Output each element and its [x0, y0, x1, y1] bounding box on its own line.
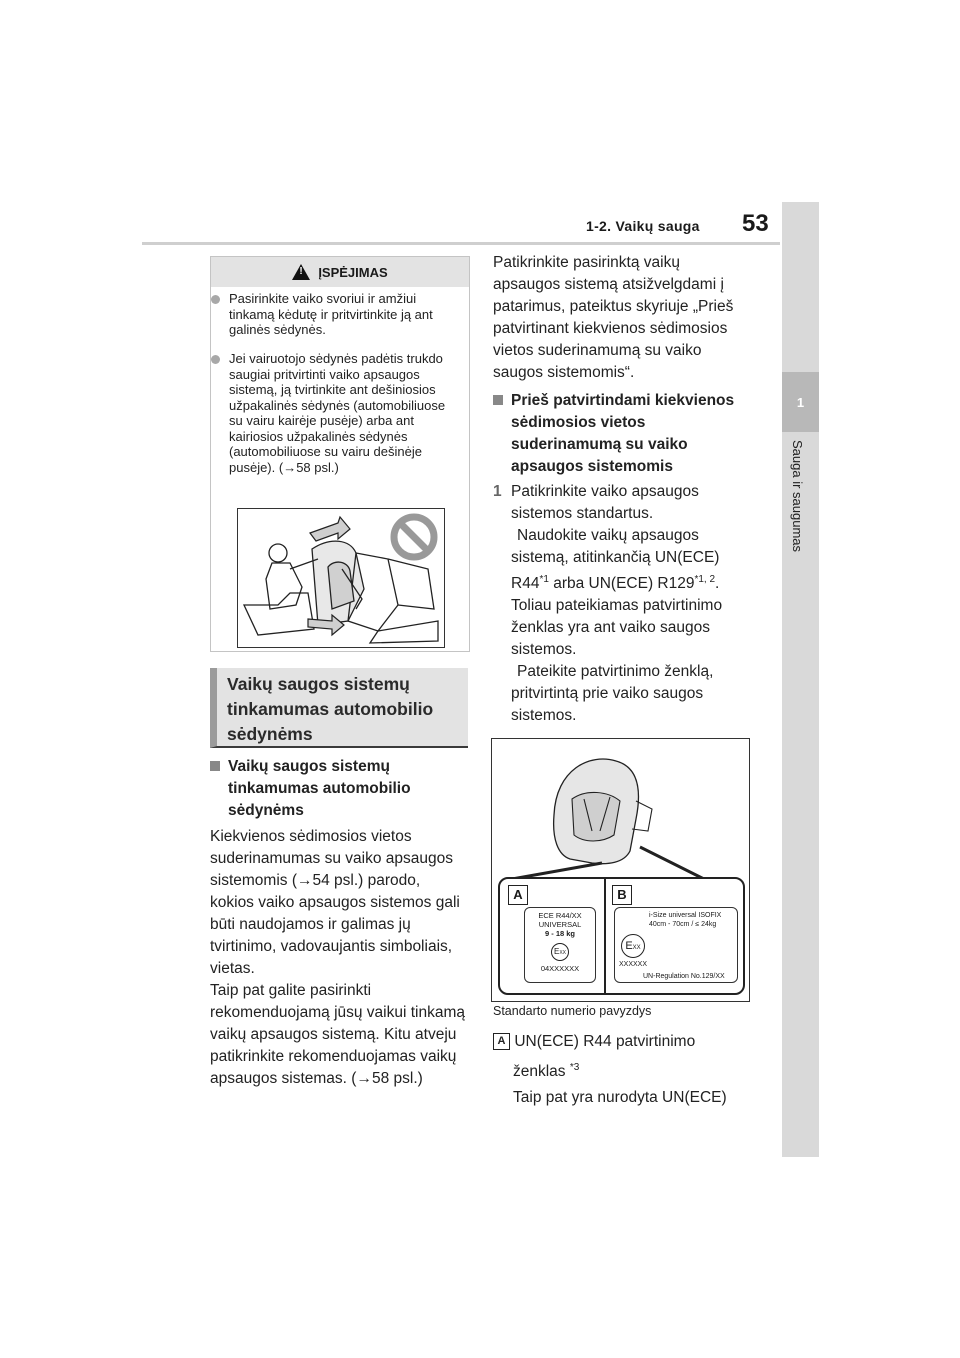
- item-a: A UN(ECE) R44 patvirtinimo ženklas $^{*3}$ Taip pat yra nurodyta UN(ECE): [493, 1031, 751, 1109]
- e-mark-icon: EXX: [551, 943, 569, 961]
- bullet-icon: [211, 295, 220, 304]
- chapter-tab: [782, 202, 819, 1157]
- step-1: [493, 481, 751, 727]
- warning-box: [210, 256, 470, 652]
- warning-header: [211, 257, 469, 287]
- label-a-marker: A: [508, 885, 528, 905]
- chapter-number: 1: [782, 372, 819, 432]
- section-title: 1-2. Vaikų sauga: [586, 218, 700, 234]
- chapter-label: Sauga ir saugumas: [790, 440, 805, 553]
- label-panel: [498, 877, 745, 995]
- square-bullet-icon: [493, 395, 503, 405]
- section-heading: Vaikų saugos sistemų tinkamumas automobilio sėdynėms: [210, 668, 468, 748]
- step-text-standards: R44$^{*1}$ arba UN(ECE) R129$^{*1, 2}$.: [511, 574, 720, 593]
- step-title: Patikrinkite vaiko apsaugos sistemos standartus.: [511, 483, 699, 522]
- paragraph: Taip pat galite pasirinkti rekomenduojamą jūsų vaikui tinkamą vaikų apsaugos sistemą. Kitu atveju patikrinkite rekomenduojamas vaikų apsaugos sistemas. (→58 psl.): [210, 982, 466, 1087]
- header-rule: [142, 242, 780, 245]
- r44-label: ECE R44/XX UNIVERSAL 9 - 18 kg EXX 04XXXXXX: [524, 907, 596, 983]
- warning-icon: [292, 264, 310, 280]
- paragraph: Patikrinkite pasirinktą vaikų apsaugos sistemą atsižvelgdami į patarimus, pateiktus skyriuje „Prieš patvirtinant kiekvienos sėdimosios vietos suderinamumą su vaiko saugos sistemomis“.: [493, 254, 734, 381]
- item-a-marker: A: [493, 1033, 510, 1050]
- square-bullet-icon: [210, 761, 220, 771]
- e-mark-icon: EXX: [621, 934, 645, 958]
- label-b-marker: B: [612, 885, 632, 905]
- page-number: 53: [742, 210, 769, 237]
- warning-item: Jei vairuotojo sėdynės padėtis trukdo saugiai pritvirtinti vaiko apsaugos sistemą, ją tvirtinkite ant dešiniosios užpakalinės sėdynės (automobiliuose su vairu kairėje pusėje) arba ant kairiosios užpakalinės sėdynės (automobiliuose su vairu dešinėje pusėje). (→58 psl.): [211, 351, 451, 475]
- subheading: Prieš patvirtindami kiekvienos sėdimosios vietos suderinamumą su vaiko apsaugos sistemomis: [493, 390, 751, 478]
- child-seat-illustration: [237, 508, 445, 648]
- step-text: Naudokite vaikų apsaugos sistemą, atitinkančią UN(ECE): [511, 527, 720, 566]
- step-number: 1: [493, 483, 502, 500]
- label-divider: [604, 879, 606, 993]
- step-text: Pateikite patvirtinimo ženklą, pritvirtintą prie vaiko saugos sistemos.: [511, 663, 714, 725]
- bullet-icon: [211, 355, 220, 364]
- approval-label-figure: [491, 738, 750, 1002]
- paragraph: Kiekvienos sėdimosios vietos suderinamumas su vaiko apsaugos sistemomis (→54 psl.) parodo, kokios vaiko apsaugos sistemos gali būti naudojamos ir galimas jų tvirtinimo, vadovaujantis simboliais, vietas.: [210, 828, 460, 977]
- step-text: Toliau pateikiamas patvirtinimo ženklas yra ant vaiko saugos sistemos.: [511, 597, 723, 659]
- r129-label: i-Size universal ISOFIX 40cm - 70cm / ≤ 24kg EXX XXXXXX UN-Regulation No.129/XX: [614, 907, 738, 983]
- warning-item: Pasirinkite vaiko svoriui ir amžiui tinkamą kėdutę ir pritvirtinkite ją ant galinės sėdynės.: [211, 291, 451, 338]
- figure-caption: Standarto numerio pavyzdys: [493, 1004, 652, 1018]
- warning-title: ĮSPĖJIMAS: [318, 264, 388, 280]
- subheading: Vaikų saugos sistemų tinkamumas automobilio sėdynėms: [210, 756, 460, 822]
